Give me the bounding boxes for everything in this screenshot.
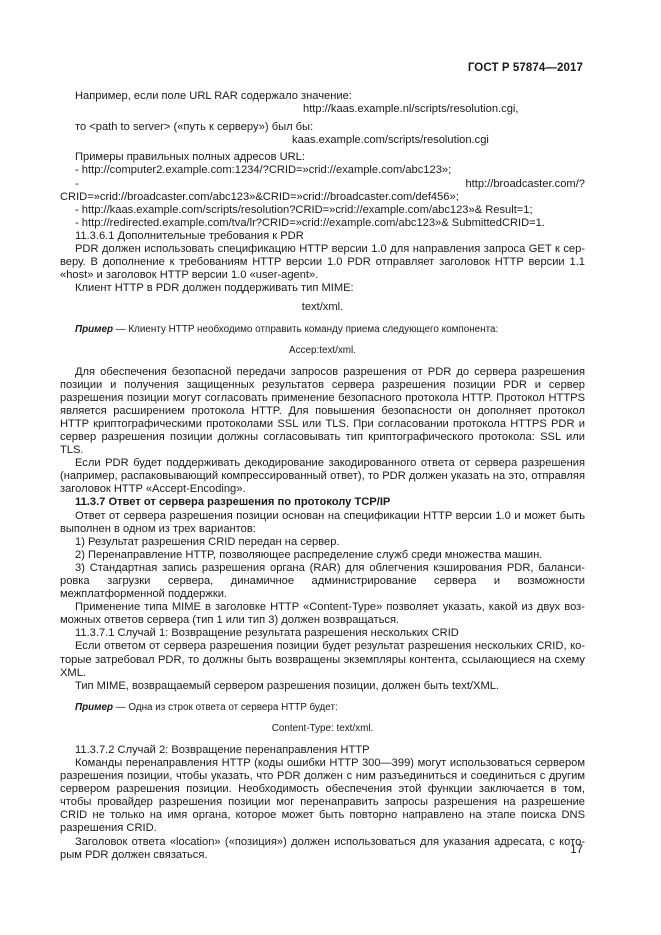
standard-header: ГОСТ Р 57874—2017 <box>467 62 583 74</box>
list-item: 3) Стандартная запись разрешения органа (RAR) для облегчения кэширования PDR, балансировка загрузки сервера, динамичное администрирование сервера и возможности межплатформенной поддержки. <box>60 561 585 601</box>
paragraph: Заголовок ответа «location» («позиция») должен использоваться для указания адресата, с которым PDR должен связаться. <box>60 835 585 861</box>
paragraph: Если PDR будет поддерживать декодирование закодированного ответа от сервера разрешения (например, распаковывающий компрессированный ответ), то PDR должен указать на это, отправляя заголовок HTTP «Accept-Encoding». <box>60 457 585 496</box>
paragraph: Ответ от сервера разрешения позиции основан на спецификации HTTP версии 1.0 и может быть выполнен в одном из трех вариантов: <box>60 509 585 535</box>
paragraph: Клиент HTTP в PDR должен поддерживать тип MIME: <box>75 282 354 295</box>
list-item: - http://computer2.example.com:1234/?CRID=»crid://example.com/abc123»; <box>75 164 452 177</box>
mime-type: text/xml. <box>301 301 344 314</box>
url-example: kaas.example.com/scripts/resolution.cgi <box>292 134 489 147</box>
paragraph: Для обеспечения безопасной передачи запросов разрешения от PDR до сервера разрешения позиции и получения защищенных результатов сервера разрешения позиции PDR и сервер разрешения позиции могут согласовать применение безопасного протокола HTTP. Протокол HTTPS является расширением протокола HTTP. Для повышения безопасности он дополняет протокол HTTP криптографическими протоколами SSL или TLS. При согласовании протокола HTTPS PDR и сервер разрешения позиции должны согласовывать тип криптографического протокола: SSL или TLS. <box>60 365 585 457</box>
example-label: Пример <box>75 701 113 713</box>
paragraph: Тип MIME, возвращаемый сервером разрешения позиции, должен быть text/XML. <box>75 679 500 692</box>
example-note <box>60 324 585 336</box>
url-example: http://kaas.example.nl/scripts/resolution.cgi, <box>303 103 519 116</box>
paragraph: Команды перенаправления HTTP (коды ошибки HTTP 300—399) могут использоваться сервером разрешения позиции, чтобы указать, что PDR должен с ним разъединиться и соединиться с другим сервером разрешения позиции. Необходимость обеспечения этой функции заключается в том, чтобы провайдер разрешения позиции мог перенаправить запросы разрешения на разрешение CRID не только на имя органа, которое может быть повторно направлено на этапе поиска DNS разрешения CRID. <box>60 756 585 835</box>
section-heading: 11.3.7.1 Случай 1: Возвращение результата разрешения нескольких CRID <box>75 627 459 640</box>
section-heading: 11.3.7 Ответ от сервера разрешения по протоколу TCP/IP <box>75 496 391 509</box>
list-item: - http://redirected.example.com/tva/lr?CRID=»crid://example.com/abc123»& SubmittedCRID=1. <box>75 216 545 229</box>
paragraph: Например, если поле URL RAR содержало значение: <box>75 90 352 102</box>
list-item: - http://kaas.example.com/scripts/resolution?CRID=»crid://example.com/abc123»& Result=1; <box>75 203 533 216</box>
page-number: 17 <box>570 844 583 856</box>
list-item: - http://broadcaster.com/?CRID=»crid://broadcaster.com/abc123»&CRID=»crid://broadcaster.com/def456»; <box>60 177 585 203</box>
example-text: — Одна из строк ответа от сервера HTTP будет: <box>113 701 338 713</box>
section-heading: 11.3.7.2 Случай 2: Возвращение перенаправления HTTP <box>75 743 370 756</box>
example-code: Accep:text/xml. <box>289 344 356 356</box>
example-code: Content-Type: text/xml. <box>271 722 374 734</box>
paragraph: то <path to server> («путь к серверу») был бы: <box>75 121 314 134</box>
document-body <box>60 90 585 862</box>
paragraph: PDR должен использовать спецификацию HTTP версии 1.0 для направления запроса GET к серверу. В дополнение к требованиям HTTP версии 1.0 PDR отправляет заголовок HTTP версии 1.1 «host» и заголовок HTTP версии 1.0 «user-agent». <box>60 243 585 282</box>
section-heading: 11.3.6.1 Дополнительные требования к PDR <box>75 229 304 242</box>
example-text: — Клиенту HTTP необходимо отправить команду приема следующего компонента: <box>113 323 499 335</box>
paragraph: Применение типа MIME в заголовке HTTP «Content-Type» позволяет указать, какой из двух возможных ответов сервера (тип 1 или тип 3) должен возвращаться. <box>60 601 585 627</box>
paragraph: Примеры правильных полных адресов URL: <box>75 151 305 164</box>
paragraph: Если ответом от сервера разрешения позиции будет результат разрешения нескольких CRID, которые затребовал PDR, то должны быть возвращены экземпляры контента, ссылающиеся на схему XML. <box>60 640 585 679</box>
example-label: Пример <box>75 323 113 335</box>
list-item: 1) Результат разрешения CRID передан на сервер. <box>75 535 340 548</box>
example-note <box>60 702 585 714</box>
list-item: 2) Перенаправление HTTP, позволяющее распределение служб среди множества машин. <box>75 548 543 561</box>
